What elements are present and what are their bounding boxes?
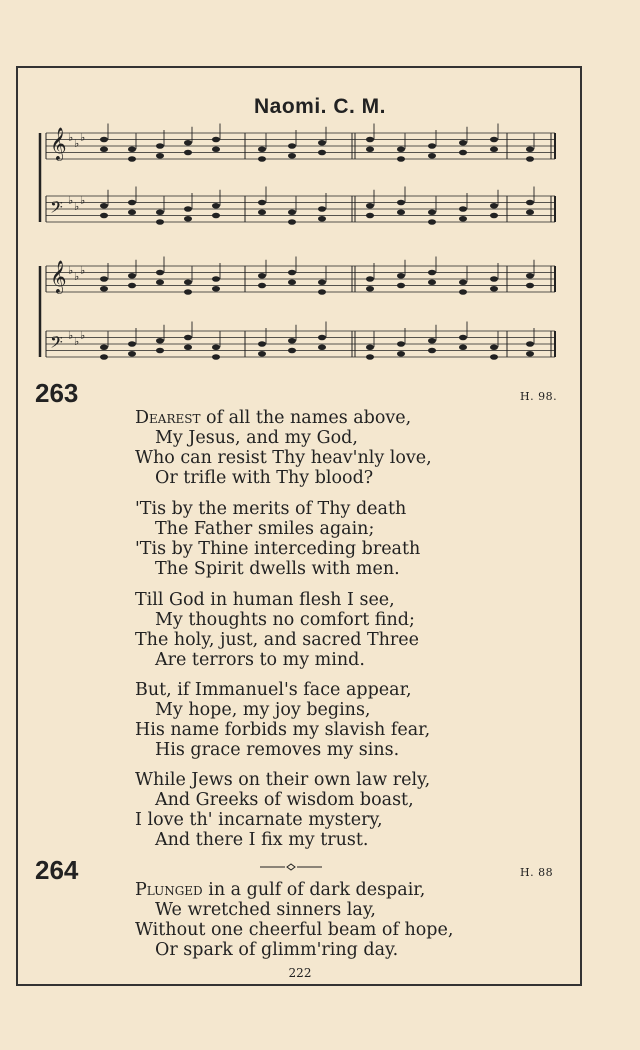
note-head — [156, 143, 164, 149]
verse-line: 'Tis by Thine interceding breath — [135, 539, 421, 559]
note-head — [526, 156, 534, 162]
note-head — [258, 341, 266, 347]
flat-icon: ♭ — [68, 264, 74, 277]
note-head — [490, 137, 498, 143]
note-head — [366, 137, 374, 143]
note-head — [490, 203, 498, 209]
note-head — [428, 348, 436, 354]
treble-clef-icon: 𝄞 — [50, 260, 67, 293]
hymn-reference-264: H. 88 — [520, 866, 554, 879]
note-head — [318, 206, 326, 212]
note-head — [490, 276, 498, 282]
note-head — [318, 150, 326, 156]
note-head — [318, 216, 326, 222]
note-head — [100, 354, 108, 360]
verse-line: Are terrors to my mind. — [155, 650, 365, 670]
note-head — [459, 289, 467, 295]
note-head — [184, 216, 192, 222]
verse-line: The Spirit dwells with men. — [155, 559, 400, 579]
note-head — [258, 351, 266, 357]
verse-line: My hope, my joy begins, — [155, 700, 371, 720]
verse-line: My Jesus, and my God, — [155, 428, 358, 448]
verse-line: Without one cheerful beam of hope, — [135, 920, 454, 940]
note-head — [212, 344, 220, 350]
note-head — [100, 213, 108, 219]
flat-icon: ♭ — [68, 131, 74, 144]
note-head — [212, 137, 220, 143]
note-head — [428, 270, 436, 276]
note-head — [318, 140, 326, 146]
note-head — [128, 200, 136, 206]
verse-line: Or spark of glimm'ring day. — [155, 940, 399, 960]
note-head — [366, 344, 374, 350]
note-head — [366, 354, 374, 360]
note-head — [156, 338, 164, 344]
hymn-number-264: 264 — [35, 855, 79, 885]
note-head — [100, 146, 108, 152]
note-head — [100, 137, 108, 143]
note-head — [288, 270, 296, 276]
verse-line: We wretched sinners lay, — [155, 900, 376, 920]
note-head — [184, 289, 192, 295]
note-head — [366, 286, 374, 292]
hymn-263-verse-3 — [135, 590, 555, 670]
flat-icon: ♭ — [68, 329, 74, 342]
note-head — [318, 344, 326, 350]
first-word: Plunged — [135, 880, 203, 900]
note-head — [258, 156, 266, 162]
flat-icon: ♭ — [74, 270, 80, 283]
note-head — [459, 140, 467, 146]
note-head — [128, 341, 136, 347]
note-head — [366, 203, 374, 209]
note-head — [490, 146, 498, 152]
note-head — [428, 279, 436, 285]
tune-title: Naomi. C. M. — [253, 95, 386, 118]
note-head — [258, 209, 266, 215]
note-head — [212, 213, 220, 219]
note-head — [366, 146, 374, 152]
hymn-263-verse-5 — [135, 770, 555, 850]
bass-clef-icon: 𝄢 — [50, 197, 63, 221]
flat-icon: ♭ — [80, 264, 86, 277]
hymn-264-verse-1 — [135, 880, 555, 960]
note-head — [459, 279, 467, 285]
page-number: 222 — [288, 966, 312, 980]
flat-icon: ♭ — [80, 194, 86, 207]
note-head — [156, 219, 164, 225]
note-head — [397, 156, 405, 162]
note-head — [212, 354, 220, 360]
verse-line: His grace removes my sins. — [155, 740, 400, 760]
note-head — [184, 140, 192, 146]
verse-line: Till God in human flesh I see, — [135, 590, 395, 610]
note-head — [490, 213, 498, 219]
note-head — [318, 289, 326, 295]
note-head — [156, 209, 164, 215]
note-head — [397, 200, 405, 206]
first-line-rest: of all the names above, — [200, 408, 412, 428]
note-head — [397, 351, 405, 357]
note-head — [100, 276, 108, 282]
note-head — [184, 279, 192, 285]
section-divider — [258, 862, 324, 872]
note-head — [397, 209, 405, 215]
note-head — [258, 273, 266, 279]
note-head — [212, 203, 220, 209]
verse-line: The Father smiles again; — [155, 519, 375, 539]
flat-icon: ♭ — [74, 137, 80, 150]
note-head — [366, 276, 374, 282]
note-head — [397, 341, 405, 347]
music-score — [0, 0, 640, 380]
note-head — [128, 351, 136, 357]
treble-clef-icon: 𝄞 — [50, 127, 67, 160]
note-head — [428, 338, 436, 344]
note-head — [459, 344, 467, 350]
note-head — [184, 150, 192, 156]
note-head — [397, 146, 405, 152]
note-head — [156, 279, 164, 285]
note-head — [526, 273, 534, 279]
verse-line: And Greeks of wisdom boast, — [155, 790, 414, 810]
note-head — [397, 283, 405, 289]
note-head — [128, 156, 136, 162]
note-head — [526, 351, 534, 357]
note-head — [288, 209, 296, 215]
note-head — [184, 335, 192, 341]
note-head — [526, 209, 534, 215]
note-head — [258, 200, 266, 206]
note-head — [526, 146, 534, 152]
note-head — [212, 146, 220, 152]
note-head — [490, 286, 498, 292]
note-head — [128, 283, 136, 289]
note-head — [428, 219, 436, 225]
bass-clef-icon: 𝄢 — [50, 332, 63, 356]
note-head — [428, 143, 436, 149]
first-line-rest: in a gulf of dark despair, — [202, 880, 426, 900]
verse-line: While Jews on their own law rely, — [135, 770, 431, 790]
verse-line: My thoughts no comfort find; — [155, 610, 415, 630]
verse-line: His name forbids my slavish fear, — [135, 720, 431, 740]
note-head — [459, 335, 467, 341]
verse-line: 'Tis by the merits of Thy death — [135, 499, 407, 519]
hymn-263-verse-2 — [135, 499, 555, 579]
flat-icon: ♭ — [80, 329, 86, 342]
note-head — [128, 146, 136, 152]
note-head — [526, 200, 534, 206]
note-head — [100, 203, 108, 209]
note-head — [526, 283, 534, 289]
note-head — [459, 216, 467, 222]
note-head — [156, 153, 164, 159]
first-word: Dearest — [135, 408, 201, 428]
note-head — [128, 209, 136, 215]
hymn-263-verse-4 — [135, 680, 555, 760]
note-head — [459, 206, 467, 212]
note-head — [288, 279, 296, 285]
note-head — [318, 335, 326, 341]
verse-line: But, if Immanuel's face appear, — [135, 680, 412, 700]
note-head — [156, 348, 164, 354]
note-head — [100, 344, 108, 350]
verse-line: Or trifle with Thy blood? — [155, 468, 374, 488]
note-head — [128, 273, 136, 279]
note-head — [526, 341, 534, 347]
note-head — [156, 270, 164, 276]
verse-line: I love th' incarnate mystery, — [135, 810, 383, 830]
note-head — [184, 206, 192, 212]
flat-icon: ♭ — [80, 131, 86, 144]
note-head — [288, 348, 296, 354]
note-head — [428, 153, 436, 159]
verse-line: The holy, just, and sacred Three — [135, 630, 419, 650]
note-head — [288, 219, 296, 225]
note-head — [397, 273, 405, 279]
note-head — [212, 276, 220, 282]
note-head — [184, 344, 192, 350]
verse-line: Who can resist Thy heav'nly love, — [135, 448, 432, 468]
note-head — [212, 286, 220, 292]
verse-line — [135, 408, 555, 428]
hymn-reference-263: H. 98. — [520, 390, 558, 403]
note-head — [288, 143, 296, 149]
note-head — [258, 283, 266, 289]
flat-icon: ♭ — [74, 200, 80, 213]
note-head — [459, 150, 467, 156]
note-head — [428, 209, 436, 215]
note-head — [288, 153, 296, 159]
verse-line — [135, 880, 555, 900]
note-head — [490, 354, 498, 360]
flat-icon: ♭ — [68, 194, 74, 207]
flat-icon: ♭ — [74, 335, 80, 348]
note-head — [100, 286, 108, 292]
note-head — [318, 279, 326, 285]
verse-line: And there I fix my trust. — [155, 830, 369, 850]
note-head — [288, 338, 296, 344]
note-head — [366, 213, 374, 219]
hymn-number-263: 263 — [35, 378, 79, 408]
hymn-263-verse-1 — [135, 408, 555, 488]
note-head — [258, 146, 266, 152]
note-head — [490, 344, 498, 350]
